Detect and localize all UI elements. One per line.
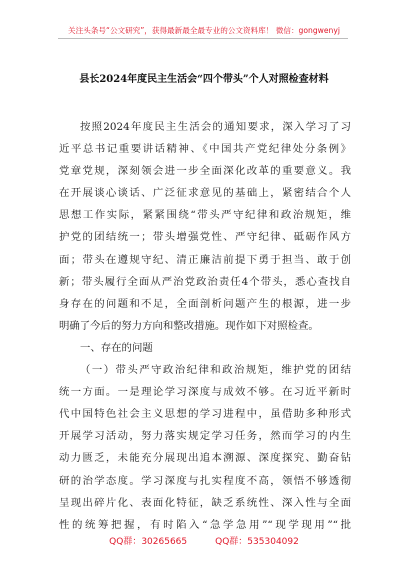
paragraph-line: 护党的团结统一；带头增强党性、严守纪律、砥砺作风方 (59, 231, 351, 244)
paragraph-line: 开展学习活动，努力落实规定学习任务，然而学习的内生 (59, 430, 351, 443)
paragraph-line: 党章党规，深刻领会进一步全面深化改革的重要意义。我 (59, 165, 351, 178)
paragraph-line: 呈现出碎片化、表面化特征，缺乏系统性、深入性与全面 (59, 496, 351, 509)
qq-group-2: QQ群：535304092 (215, 537, 299, 547)
paragraph-line: 代中国特色社会主义思想的学习进程中，虽借助多种形式 (59, 408, 351, 421)
qq-group-1: QQ群：30265665 (109, 537, 188, 547)
section-heading: 一、存在的问题 (80, 341, 153, 354)
subsection-heading-line: （一）带头严守政治纪律和政治规矩，维护党的团结 (80, 364, 351, 377)
paragraph-line: 在开展谈心谈话、广泛征求意见的基础上，紧密结合个人 (59, 187, 351, 200)
document-title: 县长2024年度民主生活会“四个带头”个人对照检查材料 (79, 74, 329, 85)
document-body (59, 116, 351, 536)
paragraph-line: 动力匮乏，未能充分展现出追本溯源、深度探究、勤奋钻 (59, 452, 351, 465)
paragraph-line: 身存在的问题和不足，全面剖析问题产生的根源，进一步 (59, 297, 351, 310)
paragraph-line: 新；带头履行全面从严治党政治责任4个带头，悉心查找自 (59, 275, 351, 288)
header-divider (58, 38, 348, 39)
paragraph-line: 明确了今后的努力方向和整改措施。现作如下对照检查。 (59, 319, 319, 332)
paragraph-line: 近平总书记重要讲话精神、《中国共产党纪律处分条例》 (59, 143, 351, 156)
paragraph-line: 按照2024年度民主生活会的通知要求，深入学习了习 (80, 121, 351, 133)
paragraph-line: 面；带头在遵规守纪、清正廉洁前提下勇于担当、敢于创 (59, 253, 351, 266)
paragraph-line: 统一方面。一是理论学习深度与成效不够。在习近平新时 (59, 386, 351, 399)
footer-contact (0, 534, 408, 547)
paragraph-line: 思想工作实际，紧紧围绕“带头严守纪律和政治规矩，维 (59, 209, 351, 222)
paragraph-line: 研的治学态度。学习深度与扎实程度不高，领悟不够透彻 (59, 474, 351, 487)
paragraph-line: 性的统筹把握，有时陷入“急学急用”“现学现用”“批 (59, 518, 351, 531)
header-banner: 关注头条号“公文研究”，获得最新最全最专业的公文资料库！ 微信：gongwenyj (68, 26, 340, 35)
